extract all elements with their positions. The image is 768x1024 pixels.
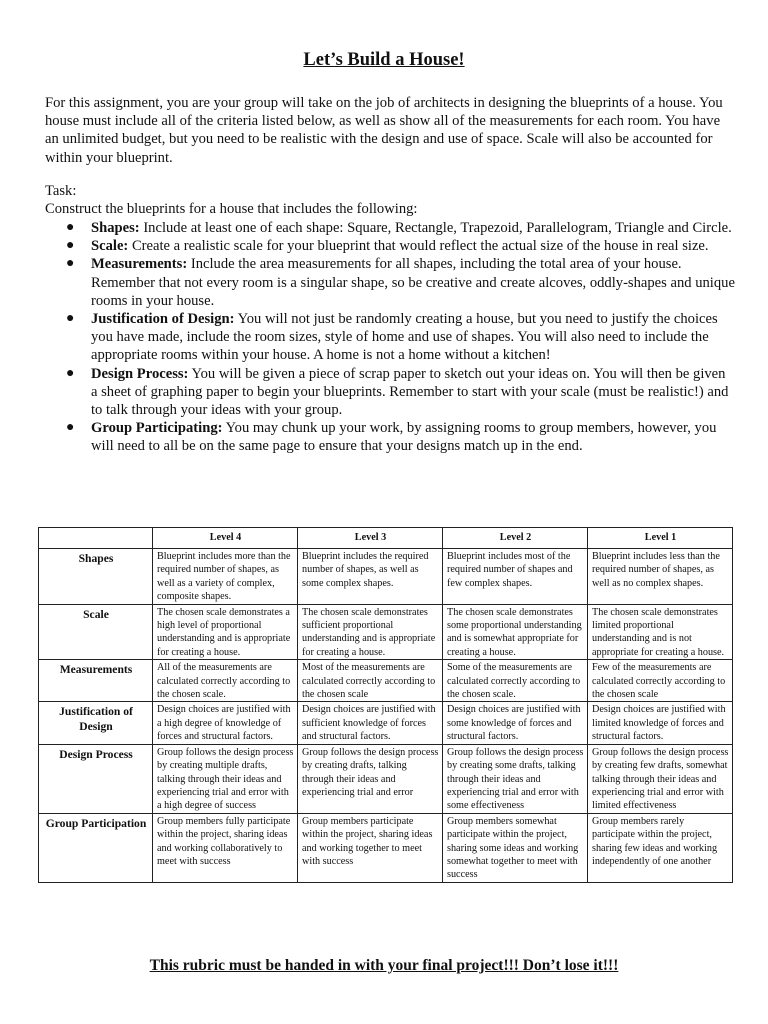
criteria-term: Justification of Design: bbox=[91, 311, 235, 328]
criteria-item-group bbox=[45, 419, 735, 455]
rubric-cell: The chosen scale demonstrates some proportional understanding and is somewhat appropriate for creating a house. bbox=[443, 604, 588, 660]
rubric-cell: The chosen scale demonstrates sufficient proportional understanding and is appropriate for creating a house. bbox=[298, 604, 443, 660]
rubric-header-cell: Level 2 bbox=[443, 528, 588, 549]
rubric-header-cell: Level 3 bbox=[298, 528, 443, 549]
bullet-icon: ● bbox=[66, 220, 75, 235]
rubric-cell: Group members rarely participate within the project, sharing few ideas and working independently of one another bbox=[588, 813, 733, 882]
criteria-item-justification bbox=[45, 310, 735, 365]
rubric-cell: Group members somewhat participate within the project, sharing some ideas and working somewhat together to meet with success bbox=[443, 813, 588, 882]
rubric-cell: Blueprint includes the required number of shapes, as well as some complex shapes. bbox=[298, 549, 443, 605]
rubric-header-row bbox=[39, 528, 733, 549]
rubric-cell: Design choices are justified with limited knowledge of forces and structural factors. bbox=[588, 702, 733, 744]
criterion-cell: Scale bbox=[39, 604, 153, 660]
criteria-item-design-process bbox=[45, 365, 735, 420]
rubric-cell: Design choices are justified with some knowledge of forces and structural factors. bbox=[443, 702, 588, 744]
criterion-cell: Design Process bbox=[39, 744, 153, 813]
rubric-cell: Few of the measurements are calculated correctly according to the chosen scale bbox=[588, 660, 733, 702]
table-row bbox=[39, 604, 733, 660]
bullet-icon: ● bbox=[66, 238, 75, 254]
criteria-item-scale bbox=[45, 237, 735, 255]
criteria-list bbox=[45, 219, 735, 456]
rubric-table bbox=[38, 527, 733, 883]
rubric-cell: Group follows the design process by creating multiple drafts, talking through their ideas and experiencing trial and error with a high degree of success bbox=[153, 744, 298, 813]
criterion-cell: Group Participation bbox=[39, 813, 153, 882]
criteria-item-shapes bbox=[45, 219, 735, 237]
rubric-cell: The chosen scale demonstrates limited proportional understanding and is not appropriate for creating a house. bbox=[588, 604, 733, 660]
table-row bbox=[39, 813, 733, 882]
task-description: Construct the blueprints for a house that includes the following: bbox=[45, 201, 418, 217]
page-title: Let’s Build a House! bbox=[303, 50, 465, 70]
table-row bbox=[39, 549, 733, 605]
rubric-cell: Design choices are justified with sufficient knowledge of forces and structural factors. bbox=[298, 702, 443, 744]
rubric-cell: Group members participate within the project, sharing ideas and working together to meet with success bbox=[298, 813, 443, 882]
criteria-term: Measurements: bbox=[91, 256, 188, 273]
rubric-cell: Group follows the design process by creating some drafts, talking through their ideas and experiencing trial and error with some effectiveness bbox=[443, 744, 588, 813]
rubric-cell: Blueprint includes more than the required number of shapes, as well as a variety of complex, composite shapes. bbox=[153, 549, 298, 605]
criteria-term: Group Participating: bbox=[91, 420, 223, 437]
criteria-term: Scale: bbox=[91, 238, 129, 255]
rubric-header-cell bbox=[39, 528, 153, 549]
criterion-cell: Measurements bbox=[39, 660, 153, 702]
rubric-cell: Some of the measurements are calculated correctly according to the chosen scale. bbox=[443, 660, 588, 702]
rubric-cell: Blueprint includes less than the required number of shapes, as well as no complex shapes. bbox=[588, 549, 733, 605]
criteria-text: Include at least one of each shape: Square, Rectangle, Trapezoid, Parallelogram, Triangle and Circle. bbox=[139, 220, 732, 236]
criterion-cell: Shapes bbox=[39, 549, 153, 605]
bullet-icon: ● bbox=[66, 311, 75, 327]
intro-paragraph: For this assignment, you are your group will take on the job of architects in designing the blueprints of a house. You house must include all of the criteria listed below, as well as show all of the measurements for each room. You have an unlimited budget, but you need to be realistic with the design and use of space. Scale will also be accounted for within your blueprint. bbox=[45, 95, 723, 166]
rubric-cell: Group follows the design process by creating drafts, talking through their ideas and experiencing trial and error bbox=[298, 744, 443, 813]
criteria-text: Include the area measurements for all shapes, including the total area of your house. Remember that not every room is a singular shape, so be creative and create alcoves, oddly-shapes and unique rooms in your house. bbox=[91, 256, 735, 309]
criteria-text: You will not just be randomly creating a house, but you need to justify the choices you have made, include the room sizes, style of home and use of shapes. You will also need to include the appropriate rooms within your house. A home is not a home without a kitchen! bbox=[91, 311, 718, 364]
rubric-header-cell: Level 4 bbox=[153, 528, 298, 549]
rubric-cell: Most of the measurements are calculated correctly according to the chosen scale bbox=[298, 660, 443, 702]
criteria-text: Create a realistic scale for your blueprint that would reflect the actual size of the house in real size. bbox=[128, 238, 709, 255]
rubric-cell: Design choices are justified with a high degree of knowledge of forces and structural factors. bbox=[153, 702, 298, 744]
table-row bbox=[39, 702, 733, 744]
rubric-header-cell: Level 1 bbox=[588, 528, 733, 549]
bullet-icon: ● bbox=[66, 256, 75, 272]
criterion-cell: Justification of Design bbox=[39, 702, 153, 744]
criteria-text: You may chunk up your work, by assigning rooms to group members, however, you will need to all be on the same page to ensure that your designs match up in the end. bbox=[91, 420, 717, 455]
criteria-text: You will be given a piece of scrap paper to sketch out your ideas on. You will then be given a sheet of graphing paper to begin your blueprints. Remember to start with your scale (must be realistic!) and to talk through your ideas with your group. bbox=[91, 365, 729, 419]
criteria-term: Design Process: bbox=[91, 365, 189, 382]
bullet-icon: ● bbox=[66, 420, 75, 436]
bullet-icon: ● bbox=[66, 365, 75, 381]
rubric-cell: Group members fully participate within the project, sharing ideas and working collaboratively to meet with success bbox=[153, 813, 298, 882]
rubric-cell: Group follows the design process by creating few drafts, somewhat talking through their ideas and experiencing trial and error with limited effectiveness bbox=[588, 744, 733, 813]
criteria-term: Shapes: bbox=[91, 220, 140, 236]
footer-note: This rubric must be handed in with your final project!!! Don’t lose it!!! bbox=[149, 957, 619, 974]
criteria-item-measurements bbox=[45, 255, 735, 310]
table-row bbox=[39, 744, 733, 813]
rubric-cell: Blueprint includes most of the required number of shapes and few complex shapes. bbox=[443, 549, 588, 605]
task-label: Task: bbox=[45, 183, 77, 199]
rubric-cell: The chosen scale demonstrates a high level of proportional understanding and is appropriate for creating a house. bbox=[153, 604, 298, 660]
rubric-cell: All of the measurements are calculated correctly according to the chosen scale. bbox=[153, 660, 298, 702]
table-row bbox=[39, 660, 733, 702]
